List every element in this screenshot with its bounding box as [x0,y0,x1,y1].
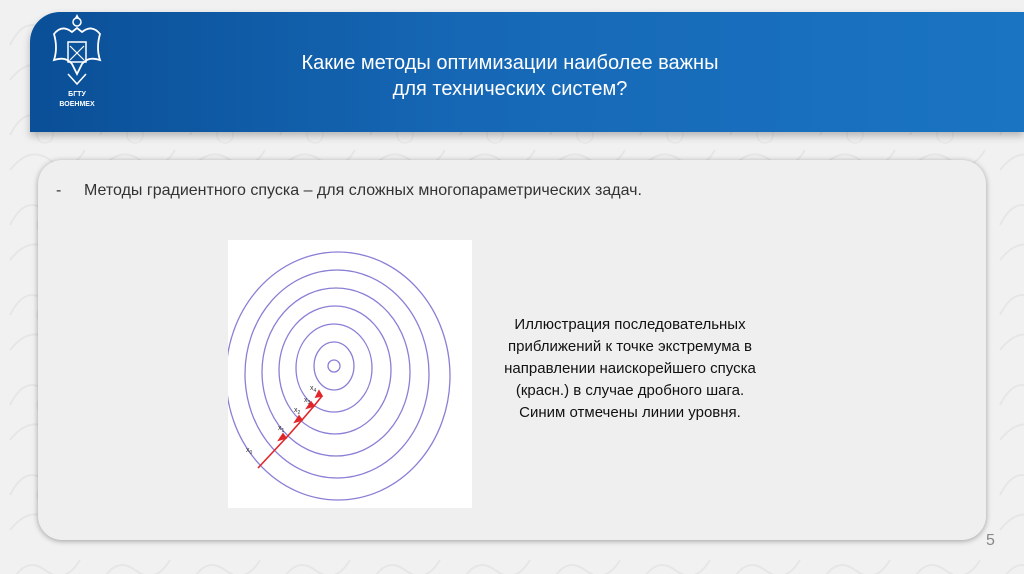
logo-text-line1: БГТУ [68,91,86,98]
arrow-head [279,434,286,440]
label-x1: $x_1$ [278,425,285,434]
logo-text-line2: ВОЕНМЕХ [59,101,95,108]
descent-step [258,438,286,468]
bullet-marker: - [56,182,62,199]
level-lines-plot [228,240,472,508]
label-x3: $x_3$ [304,397,311,406]
gradient-descent-figure [228,240,472,508]
page-number: 5 [986,532,995,549]
level-line [314,342,354,390]
slide-title [210,50,810,102]
figure-caption: Иллюстрация последовательных приближений к точке экстремума в направлении наискорейшего спуска (красн.) в случае дробного шага. Синим отмечены линии уровня. [504,316,756,421]
bullet-text: Методы градиентного спуска – для сложных многопараметрических задач. [84,182,642,199]
label-x2: $x_2$ [294,407,301,416]
university-logo [48,12,106,116]
level-lines [228,252,450,500]
label-x0: $x_0$ [246,447,253,456]
level-line [245,270,429,478]
slide-title-line-1: Какие методы оптимизации наиболее важны [301,52,719,74]
level-line [228,252,450,500]
point-labels [246,385,317,456]
slide-title-line-2: для технических систем? [392,78,628,100]
arrow-head [316,391,322,397]
level-line [328,360,340,372]
label-x4: $x_4$ [310,385,317,394]
